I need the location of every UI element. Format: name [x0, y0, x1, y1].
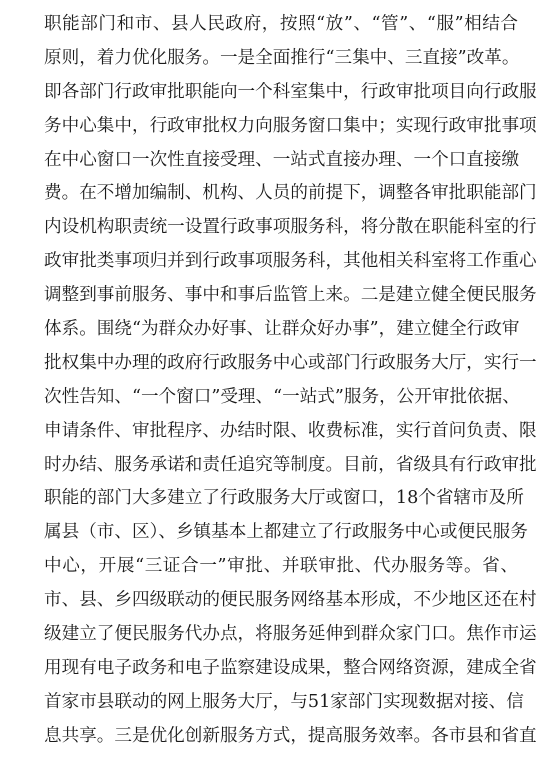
text-line: 息共享。三是优化创新服务方式，提高服务效率。各市县和省直: [44, 725, 537, 746]
text-line: 务中心集中，行政审批权力向服务窗口集中；实现行政审批事项: [44, 115, 537, 136]
text-line: 调整到事前服务、事中和事后监管上来。二是建立健全便民服务: [44, 285, 537, 306]
text-line: 内设机构职责统一设置行政事项服务科，将分散在职能科室的行: [44, 217, 537, 238]
text-line: 属县（市、区）、乡镇基本上都建立了行政服务中心或便民服务: [44, 522, 528, 543]
text-line: 市、县、乡四级联动的便民服务网络基本形成，不少地区还在村: [44, 590, 537, 611]
text-line: 用现有电子政务和电子监察建设成果，整合网络资源，建成全省: [44, 657, 537, 678]
text-line: 级建立了便民服务代办点，将服务延伸到群众家门口。焦作市运: [44, 624, 537, 645]
text-line: 申请条件、审批程序、办结时限、收费标准，实行首问负责、限: [44, 420, 537, 441]
text-line: 批权集中办理的政府行政服务中心或部门行政服务大厅，实行一: [44, 352, 537, 373]
text-line: 次性告知、“一个窗口”受理、“一站式”服务，公开审批依据、: [44, 386, 520, 407]
text-line: 职能部门和市、县人民政府，按照“放”、“管”、“服”相结合: [44, 14, 518, 34]
text-line: 职能的部门大多建立了行政服务大厅或窗口，18个省辖市及所: [44, 488, 524, 509]
body-paragraph: [44, 13, 537, 759]
text-line: 体系。围绕“为群众办好事、让群众好办事”，建立健全行政审: [44, 319, 520, 340]
text-line: 中心，开展“三证合一”审批、并联审批、代办服务等。省、: [44, 556, 518, 577]
text-line: 原则，着力优化服务。一是全面推行“三集中、三直接”改革。: [44, 47, 520, 68]
text-line: 时办结、服务承诺和责任追究等制度。目前，省级具有行政审批: [44, 454, 537, 475]
text-line: 费。在不增加编制、机构、人员的前提下，调整各审批职能部门: [44, 183, 537, 204]
text-line: 即各部门行政审批职能向一个科室集中，行政审批项目向行政服: [44, 81, 537, 102]
text-line: 首家市县联动的网上服务大厅，与51家部门实现数据对接、信: [44, 691, 524, 712]
text-line: 在中心窗口一次性直接受理、一站式直接办理、一个口直接缴: [44, 149, 520, 170]
text-line: 政审批类事项归并到行政事项服务科，其他相关科室将工作重心: [44, 251, 537, 272]
